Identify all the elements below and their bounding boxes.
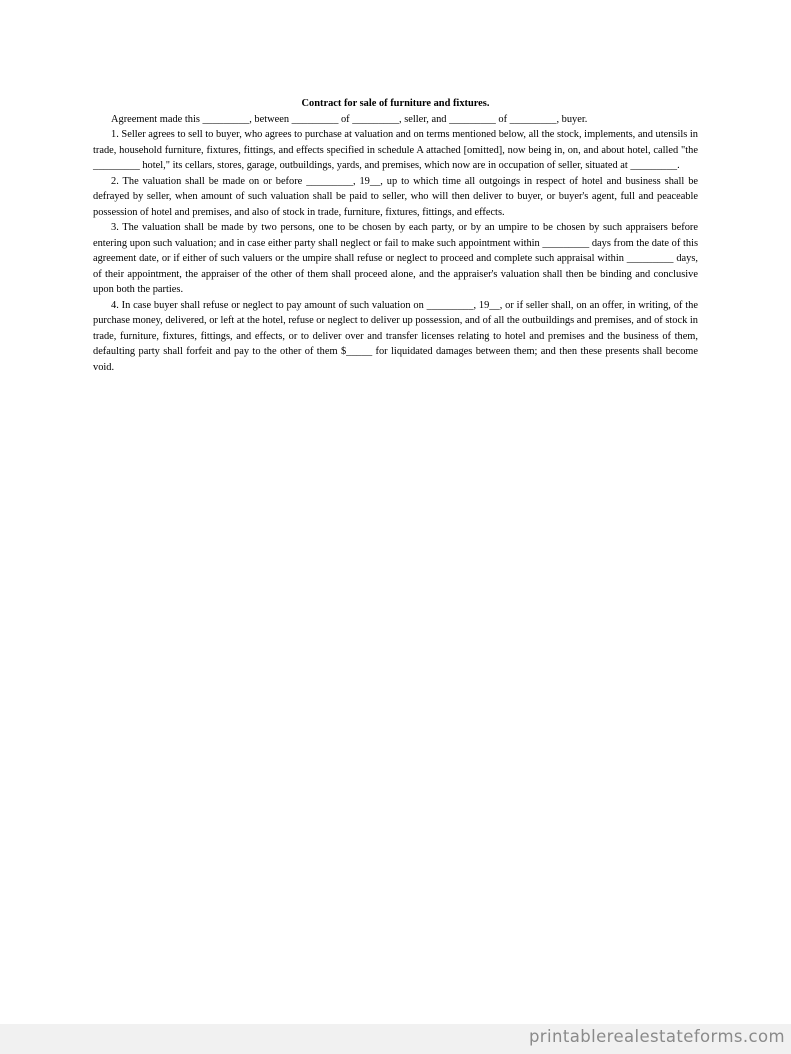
document-title: Contract for sale of furniture and fixtures.: [301, 98, 490, 109]
site-watermark: printablerealestateforms.com: [528, 1027, 785, 1046]
clause-2-paragraph: 2. The valuation shall be made on or before _________, 19__, up to which time all outgoings in respect of hotel and business shall be defrayed by seller, when amount of such valuation shall be paid to seller, who will then deliver to buyer, or buyer's agent, full and peaceable possession of hotel and premises, and also of stock in trade, furniture, fixtures, fittings, and effects.: [93, 175, 698, 218]
footer-bar: [0, 1024, 791, 1054]
clause-4-paragraph: 4. In case buyer shall refuse or neglect to pay amount of such valuation on _________, 19__, or if seller shall, on an offer, in writing, of the purchase money, delivered, or left at the hotel, refuse or neglect to deliver up possession, and of all the outbuildings and premises, and of stock in trade, furniture, fixtures, fittings, and effects, or to deliver over and transfer licenses relating to hotel and premises and the business of them, defaulting party shall forfeit and pay to the other of them $_____ for liquidated damages between them; and then these presents shall become void.: [93, 299, 698, 373]
clause-3-paragraph: 3. The valuation shall be made by two persons, one to be chosen by each party, or by an umpire to be chosen by such appraisers before entering upon such valuation; and in case either party shall neglect or fail to make such appointment within _________ days from the date of this agreement date, or if either of such valuers or the umpire shall refuse or neglect to proceed and complete such appraisal within _________ days, of their appointment, the appraiser of the other of them shall proceed alone, and the appraiser's valuation shall then be binding and conclusive upon both the parties.: [93, 222, 698, 295]
clause-1-paragraph: 1. Seller agrees to sell to buyer, who agrees to purchase at valuation and on terms mentioned below, all the stock, implements, and utensils in trade, household furniture, fixtures, fittings, and effects specified in schedule A attached [omitted], now being in, on, and about hotel, called "the _________ hotel," its cellars, stores, garage, outbuildings, yards, and premises, which now are in occupation of seller, situated at _________.: [93, 129, 698, 171]
document-page: [93, 96, 698, 375]
agreement-paragraph: Agreement made this _________, between _________ of _________, seller, and _________ of _________, buyer.: [111, 113, 588, 125]
